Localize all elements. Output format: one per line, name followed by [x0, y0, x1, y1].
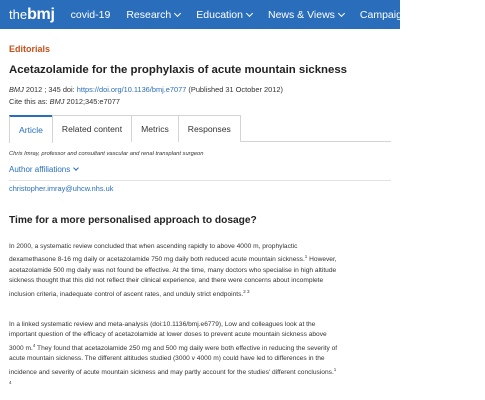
tab-responses[interactable]: Responses — [178, 115, 241, 142]
nav-jobs[interactable] — [438, 9, 469, 21]
cite-as-ref: 2012;345:e7077 — [64, 97, 120, 106]
paragraph-line: sickness thought that this did not reflect their clinical experience, and there were concerns about incomplete — [9, 277, 324, 285]
paragraph-line — [9, 378, 393, 392]
reference-link[interactable]: 2 3 — [243, 288, 250, 294]
reference-link[interactable]: 1 — [333, 366, 337, 372]
cite-as-line — [9, 97, 120, 106]
reference-link[interactable]: 4 — [32, 342, 36, 348]
paragraph — [9, 242, 393, 300]
paragraph-line: acetazolamide 500 mg daily was not found be effective. At the time, many doctors who specialise in high altitude — [9, 267, 337, 274]
nav-label: Jobs — [438, 8, 461, 21]
tab-metrics[interactable]: Metrics — [131, 115, 179, 142]
paragraph-line: In a linked systematic review and meta-analysis (doi:10.1136/bmj.e6779), Low and colleagues look at the — [9, 321, 316, 328]
chevron-down-icon — [73, 165, 79, 171]
chevron-down-icon — [338, 9, 345, 16]
tab-related-content[interactable]: Related content — [52, 115, 132, 142]
line-text: inclusion criteria, inadequate control of ascent rates, and unduly strict endpoints. — [9, 291, 244, 298]
cite-as-journal: BMJ — [49, 97, 65, 106]
line-text: 3000 m. — [9, 345, 33, 352]
section-label[interactable]: Editorials — [9, 44, 51, 54]
author-line: Chris Imray, professor and consultant vascular and renal transplant surgeon — [9, 151, 204, 157]
line-text: However, — [307, 256, 337, 264]
citation-details: 2012 ; 345 doi: — [23, 85, 77, 94]
chevron-down-icon — [174, 9, 181, 16]
line-text: incidence and severity of acute mountain sickness and may partly account for the studies' different conclusions. — [9, 369, 334, 376]
journal-name: BMJ — [9, 85, 24, 94]
paragraph-line: In 2000, a systematic review concluded that when ascending rapidly to above 4000 m, prophylactic — [9, 243, 298, 250]
nav-news-views[interactable] — [268, 9, 344, 21]
logo-prefix: the — [9, 6, 28, 22]
nav-label: Campaigns — [359, 8, 414, 21]
paragraph-line: acute mountain sickness. The different altitudes studied (3000 v 4000 m) could have led to differences in the — [9, 355, 325, 363]
reference-link[interactable]: 1 — [304, 254, 308, 260]
author-email-link[interactable]: christopher.imray@uhcw.nhs.uk — [9, 184, 114, 193]
chevron-down-icon — [463, 9, 470, 16]
paragraph-line — [9, 287, 393, 301]
article-tabs — [9, 115, 391, 142]
paragraph-line — [9, 252, 393, 266]
nav-education[interactable] — [196, 9, 252, 21]
article-title: Acetazolamide for the prophylaxis of acute mountain sickness — [9, 64, 348, 76]
nav-campaigns[interactable] — [360, 9, 422, 21]
nav-label: Research — [126, 8, 172, 21]
line-text: dexamethasone 8-16 mg daily or acetazolamide 750 mg daily both reduced acute mountain sickness. — [9, 256, 305, 264]
nav-label: News & Views — [267, 8, 335, 21]
published-date: (Published 31 October 2012) — [186, 85, 283, 94]
citation-line — [9, 85, 283, 94]
paragraph — [9, 320, 393, 392]
chevron-down-icon — [246, 9, 253, 16]
divider — [9, 180, 391, 181]
doi-link[interactable]: https://doi.org/10.1136/bmj.e7077 — [76, 85, 187, 94]
reference-link[interactable]: 4 — [9, 380, 12, 386]
affiliations-label: Author affiliations — [9, 165, 71, 174]
paragraph-line — [9, 341, 393, 355]
chevron-down-icon — [416, 9, 423, 16]
tab-article[interactable]: Article — [9, 115, 53, 143]
logo-brand: bmj — [27, 5, 55, 23]
bmj-logo[interactable] — [0, 6, 55, 24]
author-affiliations-toggle[interactable] — [9, 165, 78, 174]
top-navigation-bar — [0, 0, 461, 29]
article-subheading: Time for a more personalised approach to dosage? — [9, 215, 257, 226]
nav-label: Education — [196, 8, 243, 21]
cite-as-prefix: Cite this as: — [9, 97, 50, 106]
paragraph-line — [9, 365, 393, 379]
main-nav — [71, 9, 485, 21]
nav-label: covid-19 — [70, 8, 111, 21]
line-text: They found that acetazolamide 250 mg and 500 mg daily were both effective in reducing the severity of — [35, 345, 338, 352]
nav-research[interactable] — [126, 9, 180, 21]
paragraph-line: important question of the efficacy of acetazolamide at lower doses to prevent acute mountain sickness above — [9, 331, 327, 339]
nav-covid-19[interactable] — [71, 9, 111, 21]
